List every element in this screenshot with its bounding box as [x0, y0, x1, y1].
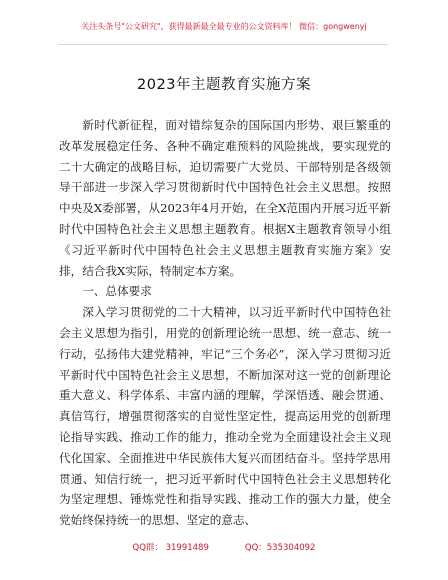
document-title: 2023年主题教育实施方案	[137, 77, 311, 93]
header-banner: 关注头条号"公文研究"，获得最新最全最专业的公文资料库！ 微信：gongwenyj	[81, 22, 367, 31]
document-body	[59, 115, 391, 531]
section-heading-general-requirements: 一、总体要求	[82, 284, 152, 299]
body-paragraph: 深入学习贯彻党的二十大精神，以习近平新时代中国特色社会主义思想为指引，用党的创新理论统一思想、统一意志、统一行动，弘扬伟大建党精神，牢记“三个务必”，深入学习贯彻习近平新时代中国特色社会主义思想，不断加深对这一党的创新理论重大意义、科学体系、丰富内涵的理解，学深悟透、融会贯通、真信笃行，增强贯彻落实的自觉性坚定性，提高运用党的创新理论指导实践、推动工作的能力，推动全党为全面建设社会主义现代化国家、全面推进中华民族伟大复兴而团结奋斗。坚持学思用贯通、知信行统一，把习近平新时代中国特色社会主义思想转化为坚定理想、锤炼党性和指导实践、推动工作的强大力量，使全党始终保持统一的思想、坚定的意志、	[59, 305, 391, 528]
footer-contact	[0, 543, 448, 554]
footer-qq-group: QQ群： 31991489	[132, 543, 209, 553]
intro-paragraph: 新时代新征程，面对错综复杂的国际国内形势、艰巨繁重的改革发展稳定任务、各种不确定难预料的风险挑战，要实现党的二十大确定的战略目标，迫切需要广大党员、干部特别是各级领导干部进一步深入学习贯彻新时代中国特色社会主义思想。按照中央及X委部署，从2023年4月开始，在全X范围内开展习近平新时代中国特色社会主义思想主题教育。根据X主题教育领导小组《习近平新时代中国特色社会主义思想主题教育实施方案》安排，结合我X实际，特制定本方案。	[59, 118, 391, 278]
footer-qq-number: QQ：535304092	[244, 543, 316, 553]
header-divider	[58, 44, 388, 45]
